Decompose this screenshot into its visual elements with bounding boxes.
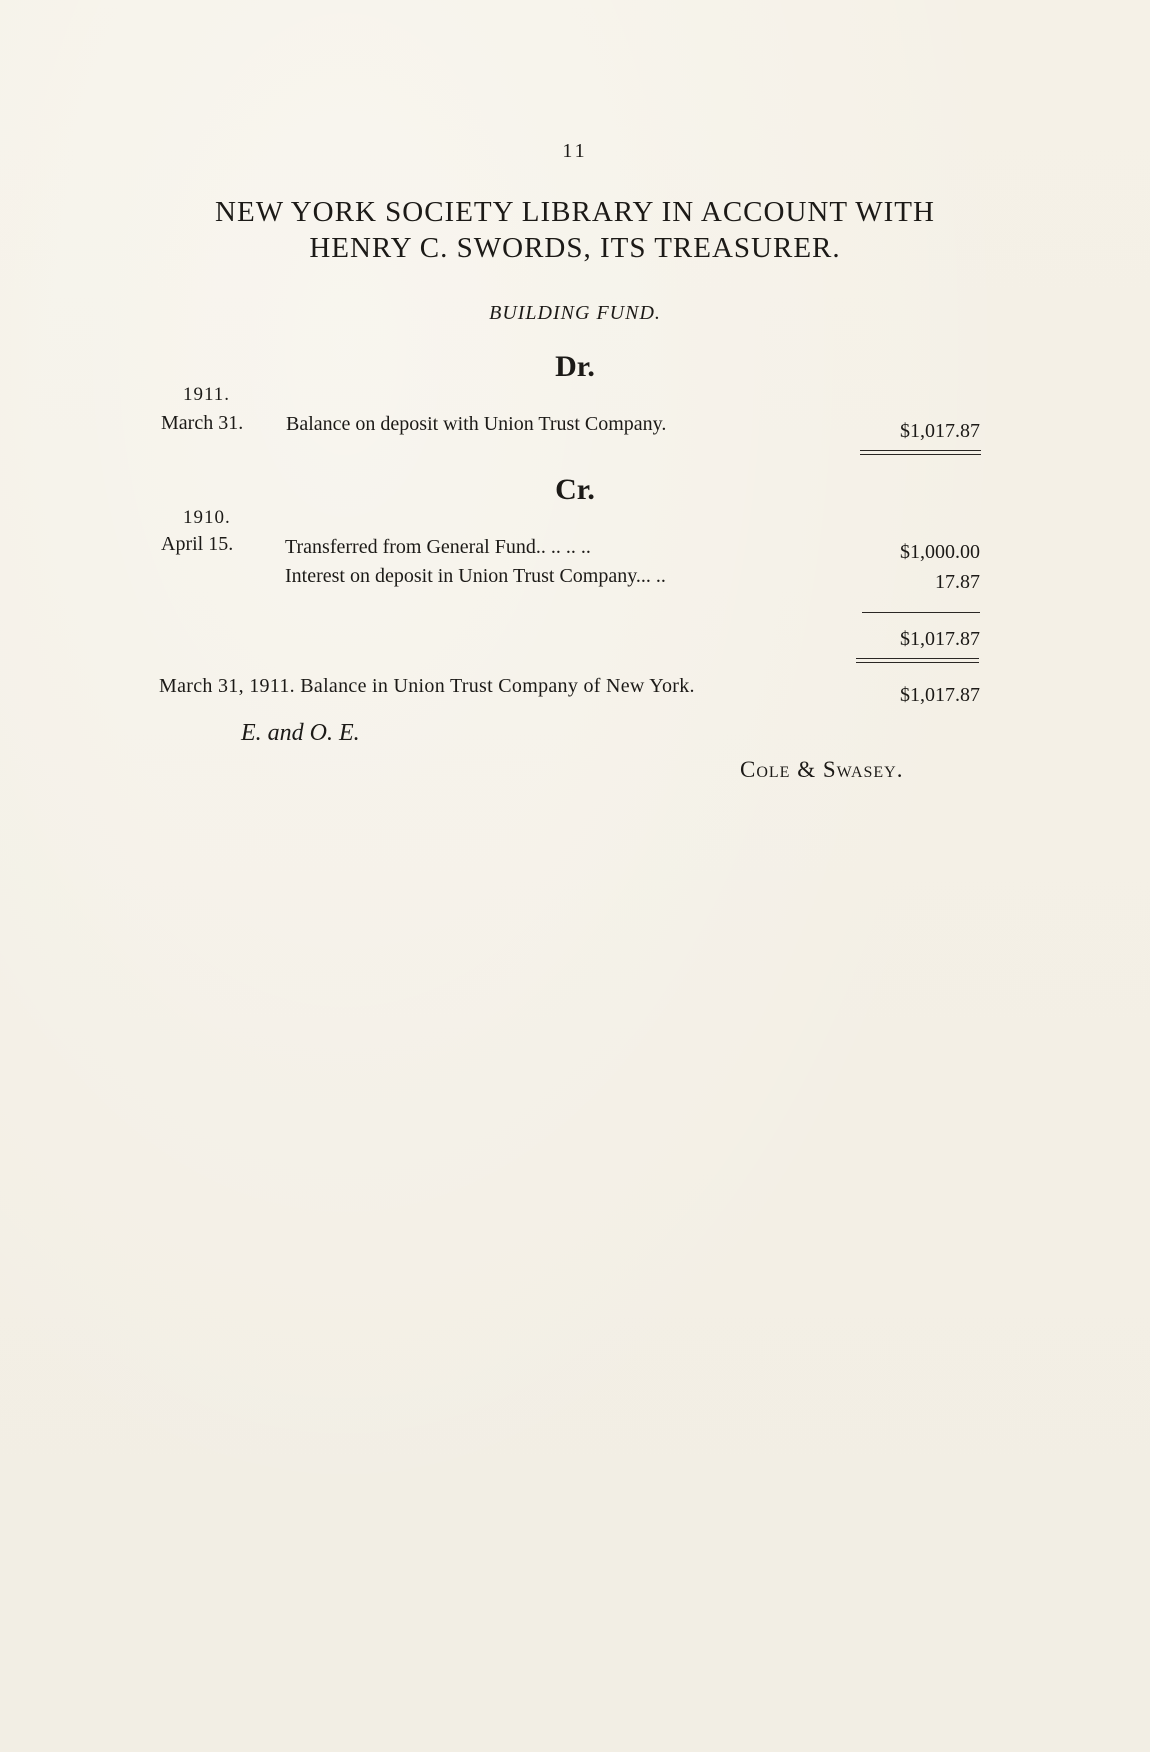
credit-entry-amount: $1,000.00 [900,541,980,563]
balance-line-amount: $1,017.87 [900,684,980,706]
debit-entry-date: March 31. [161,412,244,434]
auditor-signature: Cole & Swasey. [740,757,904,782]
credit-label: Cr. [555,473,595,506]
credit-entry-description: Interest on deposit in Union Trust Company... .. [285,565,666,587]
debit-label: Dr. [555,350,595,383]
credit-entry-date: April 15. [161,533,234,555]
credit-total-amount: $1,017.87 [900,628,980,650]
debit-year: 1911. [183,384,231,405]
credit-total-double-rule [856,658,979,663]
debit-entry-description: Balance on deposit with Union Trust Company. [286,413,667,435]
credit-entry-description: Transferred from General Fund.. .. .. .. [285,536,591,558]
page-number: 11 [562,140,588,162]
credit-year: 1910. [183,507,231,528]
title-line-2: HENRY C. SWORDS, ITS TREASURER. [309,232,841,264]
balance-line-text: March 31, 1911. Balance in Union Trust Company of New York. [159,675,695,697]
credit-entry-amount: 17.87 [935,571,980,593]
errors-omissions-note: E. and O. E. [241,720,360,746]
debit-total-double-rule [860,450,981,455]
debit-entry-amount: $1,017.87 [900,420,980,442]
fund-heading: BUILDING FUND. [489,302,661,324]
title-line-1: NEW YORK SOCIETY LIBRARY IN ACCOUNT WITH [215,196,935,228]
credit-subtotal-rule [862,612,980,613]
